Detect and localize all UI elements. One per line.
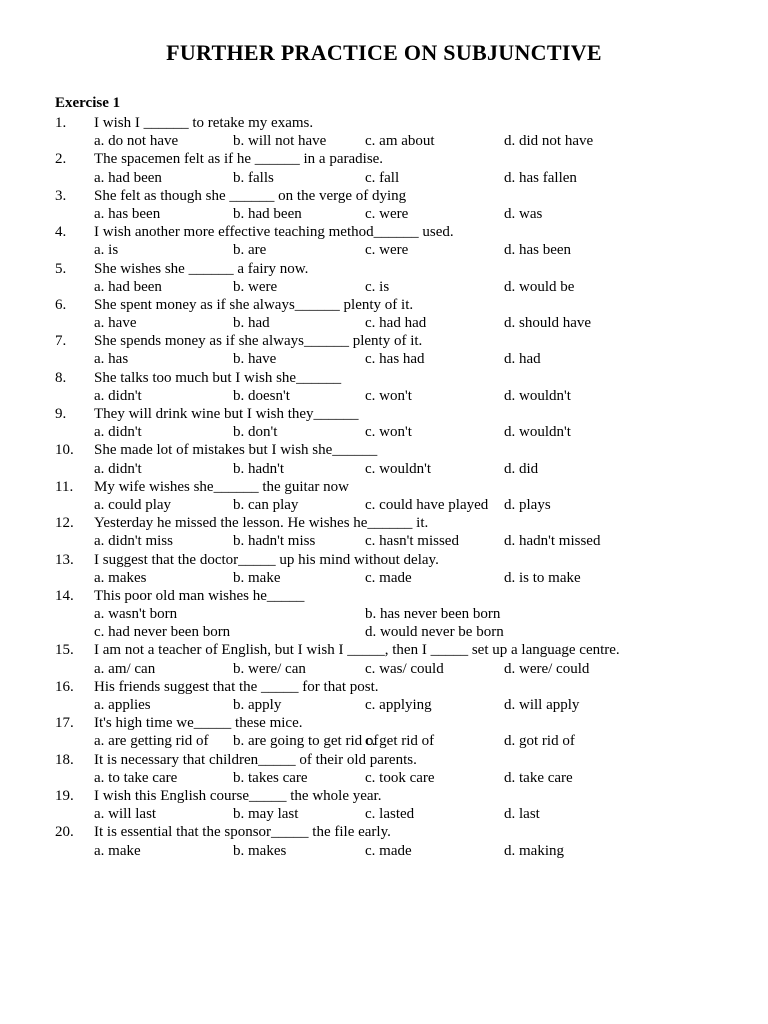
answer-option: c. applying bbox=[365, 697, 432, 713]
question-item bbox=[55, 296, 745, 332]
options-row bbox=[55, 696, 745, 714]
answer-option: a. could play bbox=[94, 496, 172, 513]
answer-option: a. has been bbox=[94, 205, 161, 222]
answer-option: c. won't bbox=[365, 387, 412, 404]
question-stem-line bbox=[55, 260, 745, 278]
answer-option: a. had been bbox=[94, 278, 162, 295]
question-stem: My wife wishes she______ the guitar now bbox=[94, 478, 349, 495]
question-stem: I wish this English course_____ the whole year. bbox=[94, 787, 382, 804]
question-stem: She felt as though she ______ on the verge of dying bbox=[94, 187, 407, 204]
answer-option: d. will apply bbox=[504, 697, 580, 713]
answer-option: a. had been bbox=[94, 169, 162, 186]
answer-option: b. had bbox=[233, 315, 270, 332]
question-stem-line bbox=[55, 187, 745, 205]
answer-option: d. making bbox=[504, 842, 564, 859]
question-stem: I suggest that the doctor_____ up his mind without delay. bbox=[94, 551, 439, 568]
question-item bbox=[55, 441, 745, 477]
question-stem: Yesterday he missed the lesson. He wishes he______ it. bbox=[94, 515, 429, 532]
question-stem: This poor old man wishes he_____ bbox=[94, 587, 305, 604]
answer-option: d. take care bbox=[504, 769, 573, 786]
question-item bbox=[55, 641, 745, 677]
answer-option: b. had been bbox=[233, 205, 302, 222]
question-number: 14. bbox=[55, 587, 74, 604]
options-row bbox=[55, 423, 745, 441]
answer-option: c. get rid of bbox=[365, 733, 435, 750]
answer-option: c. am about bbox=[365, 133, 435, 150]
answer-option: c. was/ could bbox=[365, 660, 444, 677]
question-item bbox=[55, 787, 745, 823]
answer-option: d. should have bbox=[504, 315, 592, 332]
answer-option: c. has had bbox=[365, 351, 425, 368]
answer-option: b. makes bbox=[233, 842, 287, 859]
question-stem-line bbox=[55, 587, 745, 605]
question-number: 3. bbox=[55, 187, 67, 204]
question-stem: I wish another more effective teaching method______ used. bbox=[94, 224, 454, 241]
question-stem: It is necessary that children_____ of their old parents. bbox=[94, 751, 417, 768]
question-stem: His friends suggest that the _____ for that post. bbox=[94, 678, 379, 695]
answer-option: a. is bbox=[94, 242, 119, 259]
options-row bbox=[55, 569, 745, 587]
answer-option: d. was bbox=[504, 205, 543, 222]
question-number: 5. bbox=[55, 260, 67, 277]
question-item bbox=[55, 551, 745, 587]
options-row bbox=[55, 350, 745, 368]
answer-option: b. hadn't miss bbox=[233, 533, 316, 550]
answer-option: b. don't bbox=[233, 424, 278, 441]
options-row bbox=[55, 660, 745, 678]
answer-option: c. had had bbox=[365, 315, 427, 332]
options-row bbox=[55, 532, 745, 550]
question-stem: It's high time we_____ these mice. bbox=[94, 715, 303, 732]
question-number: 15. bbox=[55, 642, 74, 659]
answer-option: a. make bbox=[94, 842, 141, 859]
question-stem-line bbox=[55, 114, 745, 132]
question-number: 7. bbox=[55, 333, 67, 350]
question-number: 4. bbox=[55, 224, 67, 241]
answer-option: c. made bbox=[365, 842, 412, 859]
answer-option: c. could have played bbox=[365, 496, 489, 513]
answer-option: d. were/ could bbox=[504, 660, 590, 677]
answer-option: c. hasn't missed bbox=[365, 533, 459, 550]
question-stem-line bbox=[55, 751, 745, 769]
question-stem-line bbox=[55, 441, 745, 459]
answer-option: d. plays bbox=[504, 496, 551, 513]
answer-option: b. make bbox=[233, 569, 281, 586]
answer-option: a. didn't bbox=[94, 387, 142, 404]
options-row bbox=[55, 241, 745, 259]
question-number: 9. bbox=[55, 406, 67, 422]
question-number: 1. bbox=[55, 115, 67, 131]
answer-option: a. didn't miss bbox=[94, 533, 173, 550]
answer-option: d. wouldn't bbox=[504, 387, 571, 404]
options-row bbox=[55, 732, 745, 750]
question-item bbox=[55, 587, 745, 642]
answer-option: a. do not have bbox=[94, 133, 179, 150]
question-item bbox=[55, 478, 745, 514]
question-item bbox=[55, 332, 745, 368]
options-row bbox=[55, 169, 745, 187]
question-stem-line bbox=[55, 823, 745, 841]
question-stem: The spacemen felt as if he ______ in a paradise. bbox=[94, 151, 384, 168]
answer-option: c. were bbox=[365, 205, 409, 222]
answer-option: d. would be bbox=[504, 278, 575, 295]
question-stem: They will drink wine but I wish they______ bbox=[94, 406, 359, 422]
question-list bbox=[55, 114, 745, 860]
question-stem-line bbox=[55, 478, 745, 496]
answer-option: d. has fallen bbox=[504, 169, 577, 186]
options-row bbox=[55, 605, 745, 623]
question-item bbox=[55, 405, 745, 441]
question-stem: I am not a teacher of English, but I wish I _____, then I _____ set up a language centre. bbox=[94, 642, 620, 659]
question-item bbox=[55, 369, 745, 405]
question-number: 12. bbox=[55, 515, 74, 532]
answer-option: c. is bbox=[365, 278, 390, 295]
answer-option: a. applies bbox=[94, 697, 151, 713]
question-stem-line bbox=[55, 223, 745, 241]
answer-option: d. got rid of bbox=[504, 733, 575, 750]
question-stem-line bbox=[55, 678, 745, 696]
answer-option: a. am/ can bbox=[94, 660, 156, 677]
question-number: 17. bbox=[55, 715, 74, 732]
answer-option: a. have bbox=[94, 315, 137, 332]
answer-option: b. takes care bbox=[233, 769, 308, 786]
answer-option: d. is to make bbox=[504, 569, 581, 586]
answer-option: a. are getting rid of bbox=[94, 733, 209, 750]
question-item bbox=[55, 678, 745, 714]
question-item bbox=[55, 751, 745, 787]
answer-option: c. fall bbox=[365, 169, 400, 186]
question-stem-line bbox=[55, 405, 745, 423]
question-item bbox=[55, 114, 745, 150]
question-stem-line bbox=[55, 714, 745, 732]
question-item bbox=[55, 714, 745, 750]
options-row bbox=[55, 460, 745, 478]
question-item bbox=[55, 223, 745, 259]
answer-option: b. has never been born bbox=[365, 606, 501, 623]
answer-option: c. wouldn't bbox=[365, 460, 432, 477]
answer-option: c. were bbox=[365, 242, 409, 259]
question-item bbox=[55, 150, 745, 186]
answer-option: b. will not have bbox=[233, 133, 327, 150]
question-number: 18. bbox=[55, 751, 74, 768]
answer-option: a. to take care bbox=[94, 769, 178, 786]
options-row bbox=[55, 496, 745, 514]
question-stem-line bbox=[55, 296, 745, 314]
answer-option: a. makes bbox=[94, 569, 147, 586]
question-stem-line bbox=[55, 332, 745, 350]
answer-option: b. were/ can bbox=[233, 660, 306, 677]
answer-option: b. have bbox=[233, 351, 277, 368]
answer-option: c. lasted bbox=[365, 806, 415, 823]
answer-option: a. didn't bbox=[94, 460, 142, 477]
question-number: 20. bbox=[55, 824, 74, 841]
answer-option: c. made bbox=[365, 569, 412, 586]
question-stem-line bbox=[55, 551, 745, 569]
question-number: 6. bbox=[55, 296, 67, 313]
answer-option: b. doesn't bbox=[233, 387, 290, 404]
answer-option: d. would never be born bbox=[365, 624, 504, 641]
answer-option: a. has bbox=[94, 351, 129, 368]
question-number: 2. bbox=[55, 151, 67, 168]
answer-option: d. hadn't missed bbox=[504, 533, 601, 550]
question-stem: I wish I ______ to retake my exams. bbox=[94, 115, 314, 131]
answer-option: b. may last bbox=[233, 806, 299, 823]
answer-option: b. hadn't bbox=[233, 460, 285, 477]
answer-option: b. apply bbox=[233, 697, 282, 713]
options-row bbox=[55, 132, 745, 150]
question-stem-line bbox=[55, 150, 745, 168]
answer-option: b. can play bbox=[233, 496, 299, 513]
answer-option: d. did bbox=[504, 460, 539, 477]
question-stem-line bbox=[55, 787, 745, 805]
question-stem-line bbox=[55, 641, 745, 659]
options-row bbox=[55, 314, 745, 332]
answer-option: c. won't bbox=[365, 424, 412, 441]
answer-option: d. had bbox=[504, 351, 541, 368]
options-row bbox=[55, 842, 745, 860]
question-stem: She spent money as if she always______ plenty of it. bbox=[94, 296, 414, 313]
options-row bbox=[55, 805, 745, 823]
options-row bbox=[55, 387, 745, 405]
answer-option: d. last bbox=[504, 806, 540, 823]
question-number: 11. bbox=[55, 478, 74, 495]
page-title: FURTHER PRACTICE ON SUBJUNCTIVE bbox=[166, 40, 602, 65]
answer-option: c. took care bbox=[365, 769, 435, 786]
answer-option: a. wasn't born bbox=[94, 606, 178, 623]
question-number: 10. bbox=[55, 442, 74, 459]
options-row bbox=[55, 205, 745, 223]
question-number: 16. bbox=[55, 678, 74, 695]
options-row bbox=[55, 623, 745, 641]
answer-option: b. falls bbox=[233, 169, 274, 186]
answer-option: a. didn't bbox=[94, 424, 142, 441]
question-stem-line bbox=[55, 514, 745, 532]
question-number: 13. bbox=[55, 551, 74, 568]
question-stem: She wishes she ______ a fairy now. bbox=[94, 260, 309, 277]
question-number: 19. bbox=[55, 787, 74, 804]
exercise-label: Exercise 1 bbox=[55, 95, 121, 111]
options-row bbox=[55, 278, 745, 296]
question-stem-line bbox=[55, 369, 745, 387]
options-row bbox=[55, 769, 745, 787]
question-item bbox=[55, 260, 745, 296]
answer-option: a. will last bbox=[94, 806, 157, 823]
question-item bbox=[55, 187, 745, 223]
answer-option: d. did not have bbox=[504, 133, 594, 150]
question-stem: It is essential that the sponsor_____ the file early. bbox=[94, 824, 391, 841]
question-item bbox=[55, 823, 745, 859]
answer-option: b. are bbox=[233, 242, 267, 259]
question-stem: She talks too much but I wish she______ bbox=[94, 369, 342, 386]
answer-option: b. are going to get rid of bbox=[233, 733, 379, 750]
answer-option: b. were bbox=[233, 278, 278, 295]
question-item bbox=[55, 514, 745, 550]
question-stem: She made lot of mistakes but I wish she______ bbox=[94, 442, 378, 459]
answer-option: d. has been bbox=[504, 242, 572, 259]
answer-option: c. had never been born bbox=[94, 624, 231, 641]
answer-option: d. wouldn't bbox=[504, 424, 571, 441]
question-number: 8. bbox=[55, 369, 67, 386]
question-stem: She spends money as if she always______ plenty of it. bbox=[94, 333, 423, 350]
